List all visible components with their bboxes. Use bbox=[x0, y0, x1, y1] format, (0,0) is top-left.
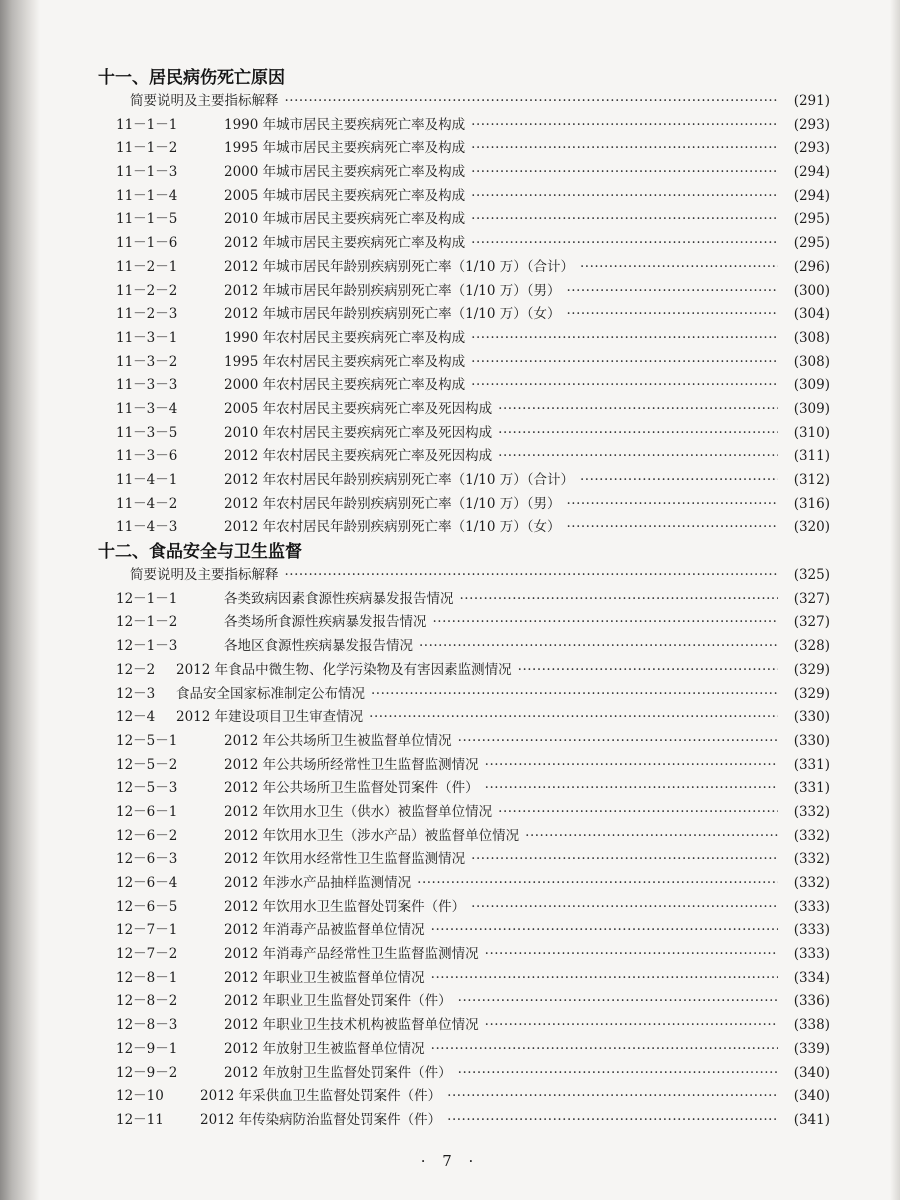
toc-entry[interactable] bbox=[98, 137, 830, 161]
toc-page-number: (295) bbox=[793, 211, 830, 228]
toc-page-number: (308) bbox=[793, 353, 830, 370]
toc-entry-code: 12－6－1 bbox=[116, 803, 178, 820]
toc-entry-title: 1995 年城市居民主要疾病死亡率及构成 bbox=[224, 140, 466, 157]
toc-entry[interactable] bbox=[98, 161, 830, 185]
dot-leader bbox=[460, 588, 779, 612]
dot-leader bbox=[431, 967, 778, 991]
toc-entry-code: 11－3－3 bbox=[116, 377, 178, 394]
dot-leader bbox=[369, 706, 778, 730]
page-number: · 7 · bbox=[420, 1152, 480, 1170]
toc-entry-title: 2012 年放射卫生被监督单位情况 bbox=[224, 1040, 425, 1057]
toc-entry-code: 12－8－3 bbox=[116, 1017, 178, 1034]
section-heading: 十一、居民病伤死亡原因 bbox=[98, 68, 285, 88]
toc-entry-code: 12－6－4 bbox=[116, 875, 178, 891]
toc-page-number: (332) bbox=[793, 803, 830, 820]
toc-entry-code: 12－7－2 bbox=[116, 946, 178, 963]
dot-leader bbox=[471, 848, 778, 872]
dot-leader bbox=[471, 185, 778, 209]
toc-entry-code: 12－6－3 bbox=[116, 851, 178, 868]
toc-entry-title: 2012 年建设项目卫生审查情况 bbox=[176, 709, 364, 726]
toc-entry[interactable] bbox=[98, 1109, 830, 1133]
dot-leader bbox=[567, 303, 778, 327]
dot-leader bbox=[471, 161, 778, 185]
dot-leader bbox=[471, 374, 778, 398]
dot-leader bbox=[471, 137, 778, 161]
toc-entry-code: 12－6－5 bbox=[116, 898, 178, 915]
dot-leader bbox=[285, 564, 779, 588]
dot-leader bbox=[567, 493, 778, 517]
toc-entry[interactable] bbox=[98, 303, 830, 327]
toc-entry-title: 2012 年城市居民年龄别疾病别死亡率（1/10 万）（合计） bbox=[224, 258, 575, 275]
dot-leader bbox=[580, 256, 778, 280]
toc-entry-title: 各类场所食源性疾病暴发报告情况 bbox=[224, 614, 427, 631]
toc-entry-code: 11－2－3 bbox=[116, 306, 178, 323]
toc-entry-code: 12－5－2 bbox=[116, 756, 178, 773]
toc-entry-title: 2012 年城市居民年龄别疾病别死亡率（1/10 万）（男） bbox=[224, 282, 561, 299]
toc-entry-code: 11－3－5 bbox=[116, 424, 178, 441]
toc-entry[interactable] bbox=[98, 777, 830, 801]
dot-leader bbox=[458, 1062, 778, 1086]
toc-page-number: (291) bbox=[793, 93, 830, 109]
toc-entry-code: 12－2 bbox=[116, 661, 156, 678]
toc-entry[interactable] bbox=[98, 730, 830, 754]
toc-entry-code: 12－9－1 bbox=[116, 1040, 178, 1057]
toc-entry-title: 简要说明及主要指标解释 bbox=[130, 567, 279, 584]
toc-entry[interactable] bbox=[98, 611, 830, 635]
toc-page-number: (330) bbox=[793, 732, 830, 749]
toc-entry[interactable] bbox=[98, 351, 830, 375]
toc-entry-code: 12－5－3 bbox=[116, 780, 178, 797]
toc-entry[interactable] bbox=[98, 801, 830, 825]
toc-page-number: (327) bbox=[793, 614, 830, 631]
toc-entry[interactable] bbox=[98, 635, 830, 659]
toc-entry-title: 2012 年饮用水经常性卫生监督监测情况 bbox=[224, 851, 466, 868]
dot-leader bbox=[471, 896, 778, 920]
toc-entry-title: 1990 年城市居民主要疾病死亡率及构成 bbox=[224, 116, 466, 133]
toc-entry-title: 2012 年农村居民年龄别疾病别死亡率（1/10 万）（男） bbox=[224, 495, 561, 512]
dot-leader bbox=[580, 469, 778, 493]
toc-page-number: (300) bbox=[793, 282, 830, 299]
toc-page-number: (309) bbox=[793, 400, 830, 417]
toc-entry-title: 2012 年饮用水卫生监督处罚案件（件） bbox=[224, 898, 466, 915]
toc-entry-code: 12－1－2 bbox=[116, 614, 178, 631]
toc-entry[interactable] bbox=[98, 588, 830, 612]
toc-entry-title: 2012 年放射卫生监督处罚案件（件） bbox=[224, 1064, 452, 1081]
toc-entry-title: 2012 年公共场所卫生被监督单位情况 bbox=[224, 732, 452, 749]
toc-page-number: (333) bbox=[793, 946, 830, 963]
toc-page-number: (310) bbox=[793, 424, 830, 441]
toc-entry[interactable] bbox=[98, 1038, 830, 1062]
dot-leader bbox=[447, 1085, 778, 1109]
toc-entry-title: 1990 年农村居民主要疾病死亡率及构成 bbox=[224, 329, 466, 346]
dot-leader bbox=[285, 90, 779, 114]
toc-entry[interactable] bbox=[98, 469, 830, 493]
toc-entry[interactable] bbox=[98, 1014, 830, 1038]
dot-leader bbox=[498, 422, 778, 446]
toc-entry-title: 2012 年采供血卫生监督处罚案件（件） bbox=[200, 1088, 442, 1105]
toc-entry-code: 11－4－2 bbox=[116, 495, 178, 512]
toc-entry[interactable] bbox=[98, 185, 830, 209]
toc-page-number: (316) bbox=[793, 495, 830, 512]
dot-leader bbox=[567, 280, 778, 304]
toc-entry-code: 12－10 bbox=[116, 1088, 164, 1105]
toc-entry-title: 食品安全国家标准制定公布情况 bbox=[176, 685, 365, 702]
toc-page-number: (325) bbox=[793, 567, 830, 584]
toc-entry[interactable] bbox=[98, 990, 830, 1014]
toc-entry[interactable] bbox=[98, 825, 830, 849]
toc-entry-title: 2012 年城市居民年龄别疾病别死亡率（1/10 万）（女） bbox=[224, 306, 561, 323]
toc-entry-code: 12－3 bbox=[116, 685, 156, 702]
toc-page-number: (339) bbox=[793, 1040, 830, 1057]
toc-entry[interactable] bbox=[98, 445, 830, 469]
dot-leader bbox=[419, 635, 778, 659]
toc-page-number: (331) bbox=[793, 780, 830, 797]
dot-leader bbox=[485, 754, 778, 778]
toc-entry-title: 2012 年农村居民主要疾病死亡率及死因构成 bbox=[224, 448, 493, 465]
toc-entry[interactable] bbox=[98, 896, 830, 920]
toc-entry[interactable] bbox=[98, 208, 830, 232]
toc-entry-title: 2012 年职业卫生监督处罚案件（件） bbox=[224, 993, 452, 1010]
toc-page-number: (312) bbox=[793, 472, 830, 488]
dot-leader bbox=[518, 659, 778, 683]
toc-entry-title: 2012 年城市居民主要疾病死亡率及构成 bbox=[224, 235, 466, 252]
toc-entry-title: 2012 年消毒产品被监督单位情况 bbox=[224, 922, 425, 939]
book-binding-shadow bbox=[0, 0, 40, 1200]
section-heading: 十二、食品安全与卫生监督 bbox=[98, 542, 302, 563]
dot-leader bbox=[567, 516, 778, 540]
toc-entry[interactable] bbox=[98, 659, 830, 683]
toc-entry-title: 2005 年农村居民主要疾病死亡率及死因构成 bbox=[224, 400, 493, 417]
toc-entry-title: 2012 年食品中微生物、化学污染物及有害因素监测情况 bbox=[176, 661, 512, 678]
dot-leader bbox=[471, 351, 778, 375]
toc-entry-code: 11－2－2 bbox=[116, 282, 178, 299]
toc-page-number: (332) bbox=[793, 851, 830, 868]
toc-page-number: (333) bbox=[793, 898, 830, 915]
toc-page-number: (294) bbox=[793, 164, 830, 181]
toc-entry-code: 12－8－1 bbox=[116, 969, 178, 986]
dot-leader bbox=[485, 943, 778, 967]
toc-entry-code: 11－1－6 bbox=[116, 235, 178, 252]
toc-page-number: (340) bbox=[793, 1088, 830, 1105]
toc-entry[interactable] bbox=[98, 516, 830, 540]
toc-entry-title: 简要说明及主要指标解释 bbox=[130, 93, 279, 109]
toc-entry-title: 2012 年饮用水卫生（供水）被监督单位情况 bbox=[224, 803, 493, 820]
toc-entry-code: 11－4－1 bbox=[116, 472, 178, 488]
toc-page-number: (336) bbox=[793, 993, 830, 1010]
toc-entry-code: 11－1－5 bbox=[116, 211, 178, 228]
toc-entry-code: 12－1－3 bbox=[116, 638, 178, 655]
toc-entry-title: 2012 年消毒产品经常性卫生监督监测情况 bbox=[224, 946, 479, 963]
toc-page-number: (296) bbox=[793, 258, 830, 275]
toc-page-number: (338) bbox=[793, 1017, 830, 1034]
toc-entry[interactable] bbox=[98, 848, 830, 872]
toc-page-number: (304) bbox=[793, 306, 830, 323]
toc-page-number: (293) bbox=[793, 140, 830, 157]
toc-entry-code: 12－1－1 bbox=[116, 590, 178, 607]
dot-leader bbox=[431, 919, 778, 943]
dot-leader bbox=[485, 777, 778, 801]
toc-entry[interactable] bbox=[98, 280, 830, 304]
toc-page-number: (308) bbox=[793, 329, 830, 346]
table-of-contents bbox=[98, 66, 830, 1133]
toc-entry-code: 11－3－6 bbox=[116, 448, 178, 465]
toc-entry-code: 11－4－3 bbox=[116, 519, 178, 536]
toc-page-number: (332) bbox=[793, 875, 830, 891]
toc-entry-title: 2012 年饮用水卫生（涉水产品）被监督单位情况 bbox=[224, 827, 520, 844]
toc-page-number: (309) bbox=[793, 377, 830, 394]
toc-entry[interactable] bbox=[98, 1085, 830, 1109]
toc-entry-title: 2005 年城市居民主要疾病死亡率及构成 bbox=[224, 187, 466, 204]
toc-page-number: (327) bbox=[793, 590, 830, 607]
dot-leader bbox=[431, 1038, 778, 1062]
toc-entry-title: 2012 年职业卫生技术机构被监督单位情况 bbox=[224, 1017, 479, 1034]
toc-entry[interactable] bbox=[98, 919, 830, 943]
toc-entry[interactable] bbox=[98, 754, 830, 778]
toc-page-number: (340) bbox=[793, 1064, 830, 1081]
toc-entry[interactable] bbox=[98, 943, 830, 967]
toc-entry[interactable] bbox=[98, 398, 830, 422]
toc-entry-code: 11－1－1 bbox=[116, 116, 178, 133]
toc-page-number: (329) bbox=[793, 661, 830, 678]
toc-page-number: (341) bbox=[793, 1111, 830, 1128]
toc-entry-code: 11－2－1 bbox=[116, 258, 178, 275]
toc-entry-title: 2012 年公共场所卫生监督处罚案件（件） bbox=[224, 780, 479, 797]
toc-entry-code: 11－1－2 bbox=[116, 140, 178, 157]
toc-entry-code: 11－3－4 bbox=[116, 400, 178, 417]
toc-entry-title: 各地区食源性疾病暴发报告情况 bbox=[224, 638, 413, 655]
toc-entry-title: 各类致病因素食源性疾病暴发报告情况 bbox=[224, 590, 454, 607]
toc-entry-code: 12－6－2 bbox=[116, 827, 178, 844]
toc-entry-code: 11－3－2 bbox=[116, 353, 178, 370]
toc-entry[interactable] bbox=[98, 374, 830, 398]
page-edge-shadow bbox=[890, 0, 900, 1200]
toc-entry-title: 2012 年农村居民年龄别疾病别死亡率（1/10 万）（合计） bbox=[224, 472, 575, 488]
toc-page-number: (295) bbox=[793, 235, 830, 252]
dot-leader bbox=[447, 1109, 778, 1133]
toc-page-number: (311) bbox=[793, 448, 830, 465]
toc-entry[interactable] bbox=[98, 422, 830, 446]
toc-entry-title: 2012 年传染病防治监督处罚案件（件） bbox=[200, 1111, 442, 1128]
toc-entry-title: 2012 年农村居民年龄别疾病别死亡率（1/10 万）（女） bbox=[224, 519, 561, 536]
toc-entry-intro[interactable] bbox=[98, 564, 830, 588]
dot-leader bbox=[498, 398, 778, 422]
toc-page-number: (331) bbox=[793, 756, 830, 773]
toc-entry-code: 12－8－2 bbox=[116, 993, 178, 1010]
toc-entry[interactable] bbox=[98, 683, 830, 707]
toc-entry-code: 12－9－2 bbox=[116, 1064, 178, 1081]
dot-leader bbox=[417, 872, 778, 896]
toc-entry[interactable] bbox=[98, 493, 830, 517]
toc-entry-code: 12－5－1 bbox=[116, 732, 178, 749]
toc-entry[interactable] bbox=[98, 967, 830, 991]
toc-entry-title: 2012 年涉水产品抽样监测情况 bbox=[224, 875, 412, 891]
toc-entry-code: 12－11 bbox=[116, 1111, 164, 1128]
toc-page-number: (334) bbox=[793, 969, 830, 986]
toc-entry-title: 1995 年农村居民主要疾病死亡率及构成 bbox=[224, 353, 466, 370]
toc-page-number: (293) bbox=[793, 116, 830, 133]
toc-entry-title: 2010 年农村居民主要疾病死亡率及死因构成 bbox=[224, 424, 493, 441]
toc-page-number: (294) bbox=[793, 187, 830, 204]
toc-page-number: (329) bbox=[793, 685, 830, 702]
toc-entry[interactable] bbox=[98, 872, 830, 896]
dot-leader bbox=[485, 1014, 778, 1038]
toc-entry-title: 2012 年职业卫生被监督单位情况 bbox=[224, 969, 425, 986]
toc-entry-intro[interactable] bbox=[98, 90, 830, 114]
dot-leader bbox=[471, 208, 778, 232]
toc-entry[interactable] bbox=[98, 706, 830, 730]
dot-leader bbox=[471, 232, 778, 256]
dot-leader bbox=[498, 445, 778, 469]
toc-entry-title: 2010 年城市居民主要疾病死亡率及构成 bbox=[224, 211, 466, 228]
toc-entry[interactable] bbox=[98, 114, 830, 138]
toc-page-number: (332) bbox=[793, 827, 830, 844]
toc-page-number: (328) bbox=[793, 638, 830, 655]
toc-page-number: (320) bbox=[793, 519, 830, 536]
toc-page-number: (333) bbox=[793, 922, 830, 939]
toc-entry-code: 11－1－3 bbox=[116, 164, 178, 181]
toc-entry-title: 2000 年城市居民主要疾病死亡率及构成 bbox=[224, 164, 466, 181]
dot-leader bbox=[471, 114, 778, 138]
toc-entry[interactable] bbox=[98, 232, 830, 256]
dot-leader bbox=[471, 327, 778, 351]
toc-entry-code: 11－3－1 bbox=[116, 329, 178, 346]
toc-page-number: (330) bbox=[793, 709, 830, 726]
toc-entry[interactable] bbox=[98, 1062, 830, 1086]
toc-entry[interactable] bbox=[98, 327, 830, 351]
dot-leader bbox=[458, 990, 778, 1014]
toc-entry-title: 2012 年公共场所经常性卫生监督监测情况 bbox=[224, 756, 479, 773]
toc-entry-code: 12－4 bbox=[116, 709, 156, 726]
toc-entry[interactable] bbox=[98, 256, 830, 280]
dot-leader bbox=[433, 611, 779, 635]
toc-entry-code: 12－7－1 bbox=[116, 922, 178, 939]
dot-leader bbox=[498, 801, 778, 825]
toc-entry-title: 2000 年农村居民主要疾病死亡率及构成 bbox=[224, 377, 466, 394]
dot-leader bbox=[458, 730, 778, 754]
dot-leader bbox=[525, 825, 778, 849]
toc-entry-code: 11－1－4 bbox=[116, 187, 178, 204]
dot-leader bbox=[371, 683, 778, 707]
